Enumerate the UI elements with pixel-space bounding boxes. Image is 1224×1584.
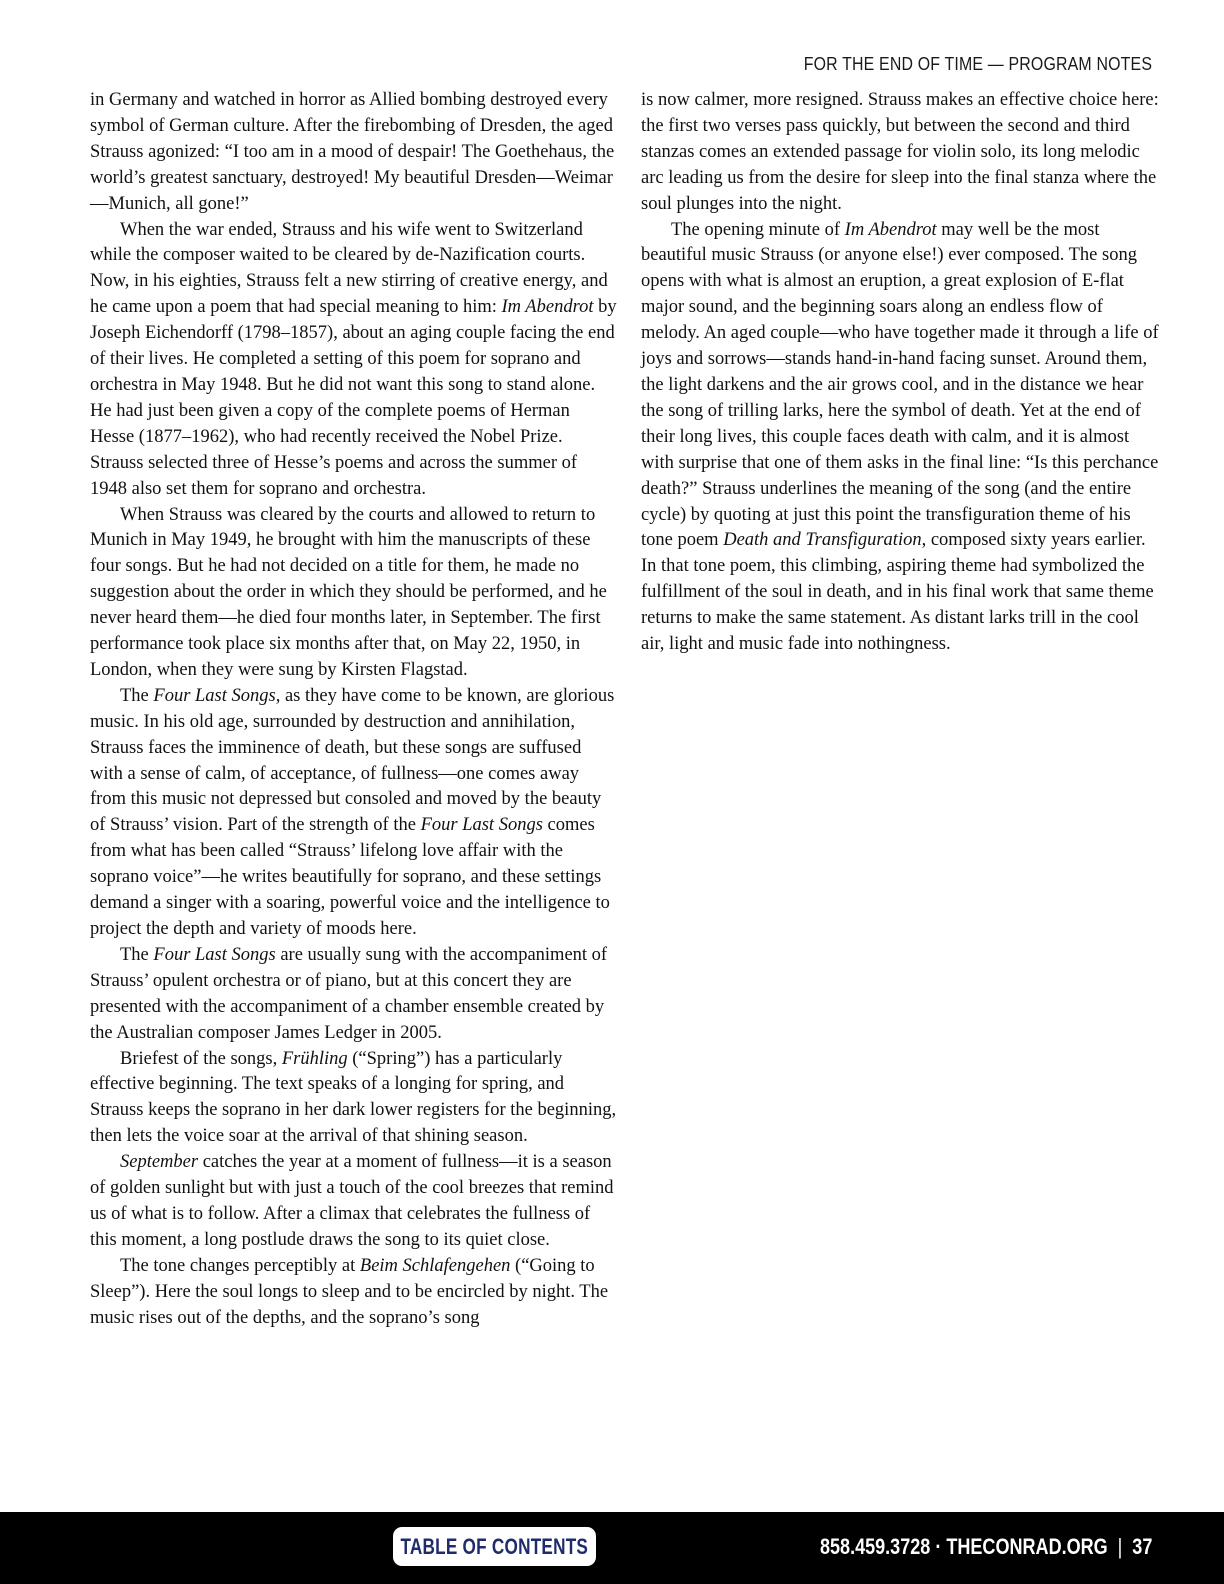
paragraph: The opening minute of Im Abendrot may well be the most beautiful music Strauss (or anyone else!) ever composed. The song opens with what is almost an eruption, a great explosion of E-flat major sound, and the beginning soars along an endless flow of melody. An aged couple—who have together made it through a life of joys and sorrows—stands hand-in-hand facing sunset. Around them, the light darkens and the air grows cool, and in the distance we hear the song of trilling larks, here the symbol of death. Yet at the end of their long lives, this couple faces death with calm, and it is almost with surprise that one of them asks in the final line: “Is this perchance death?” Strauss underlines the meaning of the song (and the entire cycle) by quoting at just this point the transfiguration theme of his tone poem Death and Transfiguration, composed sixty years earlier. In that tone poem, this climbing, aspiring theme had symbolized the fulfillment of the soul in death, and in his final work that same theme returns to make the same statement. As distant larks trill in the cool air, light and music fade into nothingness.: [641, 219, 1159, 655]
paragraph: in Germany and watched in horror as Allied bombing destroyed every symbol of German culture. After the firebombing of Dresden, the aged Strauss agonized: “I too am in a mood of despair! The Goethehaus, the world’s greatest sanctuary, destroyed! My beautiful Dresden—Weimar—Munich, all gone!”: [90, 90, 615, 214]
paragraph: The tone changes perceptibly at Beim Schlafengehen (“Going to Sleep”). Here the soul longs to sleep and to be encircled by night. The music rises out of the depths, and the soprano’s song: [90, 1255, 609, 1328]
paragraph: The Four Last Songs, as they have come to be known, are glorious music. In his old age, surrounded by destruction and annihilation, Strauss faces the imminence of death, but these songs are suffused with a sense of calm, of acceptance, of fullness—one comes away from this music not depressed but consoled and moved by the beauty of Strauss’ vision. Part of the strength of the Four Last Songs comes from what has been called “Strauss’ lifelong love affair with the soprano voice”—he writes beautifully for soprano, and these settings demand a singer with a soaring, powerful voice and the intelligence to project the depth and variety of moods here.: [90, 685, 615, 939]
work-title: Frühling: [281, 1048, 348, 1069]
work-title: Death and Transfiguration: [723, 530, 922, 551]
table-of-contents-label: TABLE OF CONTENTS: [400, 1533, 589, 1559]
paragraph: is now calmer, more resigned. Strauss makes an effective choice here: the first two verses pass quickly, but between the second and third stanzas comes an extended passage for violin solo, its long melodic arc leading us from the desire for sleep into the final stanza where the soul plunges into the night.: [641, 90, 1159, 214]
work-title: Four Last Songs: [153, 944, 276, 965]
work-title: Im Abendrot: [501, 297, 594, 318]
footer-contact: [820, 1534, 1152, 1560]
page-number: 37: [1131, 1534, 1152, 1559]
paragraph: The Four Last Songs are usually sung with the accompaniment of Strauss’ opulent orchestra or of piano, but at this concert they are presented with the accompaniment of a chamber ensemble created by the Australian composer James Ledger in 2005.: [90, 944, 608, 1043]
left-column: [90, 88, 618, 1332]
work-title: Beim Schlafengehen: [359, 1255, 511, 1276]
footer-separator: |: [1117, 1534, 1122, 1559]
paragraph: When Strauss was cleared by the courts and allowed to return to Munich in May 1949, he brought with him the manuscripts of these four songs. But he had not decided on a title for them, he made no suggestion about the order in which they should be performed, and he never heard them—he died four months later, in September. The first performance took place six months after that, on May 22, 1950, in London, when they were sung by Kirsten Flagstad.: [90, 504, 607, 680]
paragraph: September catches the year at a moment of fullness—it is a season of golden sunlight but with just a touch of the cool breezes that remind us of what is to follow. After a climax that celebrates the fullness of this moment, a long postlude draws the song to its quiet close.: [90, 1152, 614, 1250]
table-of-contents-button[interactable]: [393, 1527, 596, 1566]
work-title: Four Last Songs: [420, 815, 543, 836]
work-title: September: [120, 1152, 199, 1173]
work-title: Four Last Songs: [153, 685, 276, 706]
contact-info: 858.459.3728 · THECONRAD.ORG: [819, 1534, 1108, 1559]
right-column: [641, 88, 1161, 658]
paragraph: When the war ended, Strauss and his wife went to Switzerland while the composer waited to be cleared by de-Nazification courts. Now, in his eighties, Strauss felt a new stirring of creative energy, and he came upon a poem that had special meaning to him: Im Abendrot by Joseph Eichendorff (1798–1857), about an aging couple facing the end of their lives. He completed a setting of this poem for soprano and orchestra in May 1948. But he did not want this song to stand alone. He had just been given a copy of the complete poems of Herman Hesse (1877–1962), who had recently received the Nobel Prize. Strauss selected three of Hesse’s poems and across the summer of 1948 also set them for soprano and orchestra.: [90, 219, 617, 499]
footer-bar: [0, 1512, 1224, 1584]
paragraph: Briefest of the songs, Frühling (“Spring”) has a particularly effective beginning. The text speaks of a longing for spring, and Strauss keeps the soprano in her dark lower registers for the beginning, then lets the voice soar at the arrival of that shining season.: [90, 1048, 617, 1147]
work-title: Im Abendrot: [844, 219, 937, 240]
running-header: FOR THE END OF TIME — PROGRAM NOTES: [803, 53, 1152, 74]
